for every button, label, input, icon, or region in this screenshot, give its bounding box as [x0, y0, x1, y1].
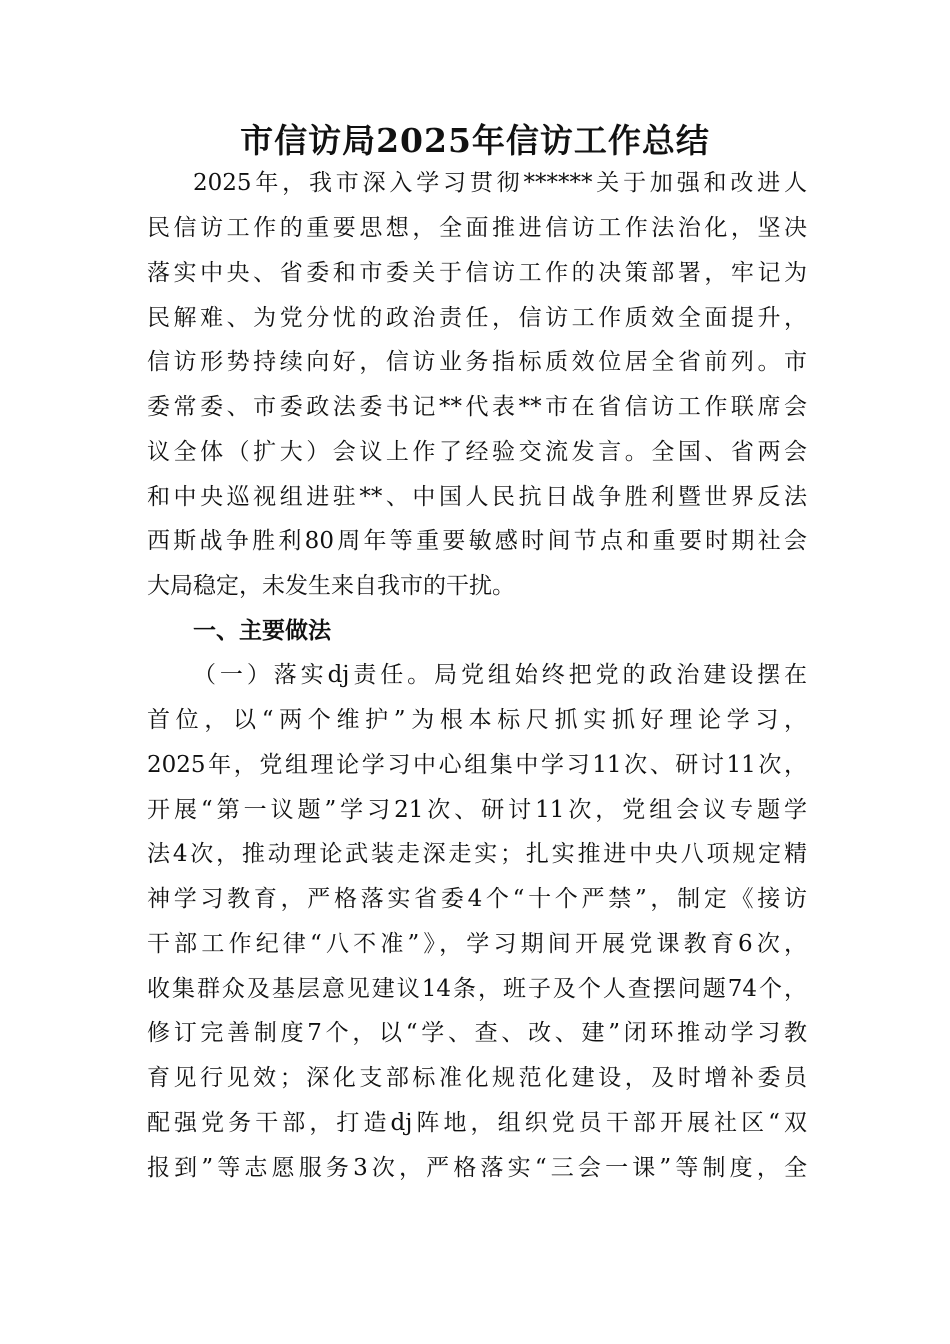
section-line: 2025年，党组理论学习中心组集中学习11次、研讨11次，: [147, 752, 807, 778]
intro-line: 2025年，我市深入学习贯彻******关于加强和改进人: [193, 170, 807, 196]
document-title: 市信访局2025年信访工作总结: [240, 121, 710, 160]
section-line: 干部工作纪律“八不准”》，学习期间开展党课教育6次，: [147, 931, 807, 957]
intro-line: 议全体（扩大）会议上作了经验交流发言。全国、省两会: [147, 439, 807, 465]
section-line: 首位，以“两个维护”为根本标尺抓实抓好理论学习，: [147, 707, 807, 733]
section-line: （一）落实dj责任。局党组始终把党的政治建设摆在: [193, 662, 807, 688]
intro-line: 和中央巡视组进驻**、中国人民抗日战争胜利暨世界反法: [147, 484, 807, 510]
intro-line: 民解难、为党分忧的政治责任，信访工作质效全面提升，: [147, 305, 807, 331]
intro-line: 委常委、市委政法委书记**代表**市在省信访工作联席会: [147, 394, 807, 420]
section-line: 法4次，推动理论武装走深走实；扎实推进中央八项规定精: [147, 841, 807, 867]
section-line: 收集群众及基层意见建议14条，班子及个人查摆问题74个，: [147, 976, 807, 1002]
section-line: 神学习教育，严格落实省委4个“十个严禁”，制定《接访: [147, 886, 807, 912]
intro-line: 民信访工作的重要思想，全面推进信访工作法治化，坚决: [147, 215, 807, 241]
section-heading: 一、主要做法: [193, 618, 331, 644]
intro-line: 信访形势持续向好，信访业务指标质效位居全省前列。市: [147, 349, 807, 375]
intro-line: 落实中央、省委和市委关于信访工作的决策部署，牢记为: [147, 260, 807, 286]
section-line: 育见行见效；深化支部标准化规范化建设，及时增补委员: [147, 1065, 807, 1091]
section-line: 开展“第一议题”学习21次、研讨11次，党组会议专题学: [147, 797, 807, 823]
section-line: 报到”等志愿服务3次，严格落实“三会一课”等制度，全: [147, 1155, 807, 1181]
section-line: 配强党务干部，打造dj阵地，组织党员干部开展社区“双: [147, 1110, 807, 1136]
section-line: 修订完善制度7个，以“学、查、改、建”闭环推动学习教: [147, 1020, 807, 1046]
intro-line: 大局稳定，未发生来自我市的干扰。: [147, 573, 515, 599]
intro-line: 西斯战争胜利80周年等重要敏感时间节点和重要时期社会: [147, 528, 807, 554]
